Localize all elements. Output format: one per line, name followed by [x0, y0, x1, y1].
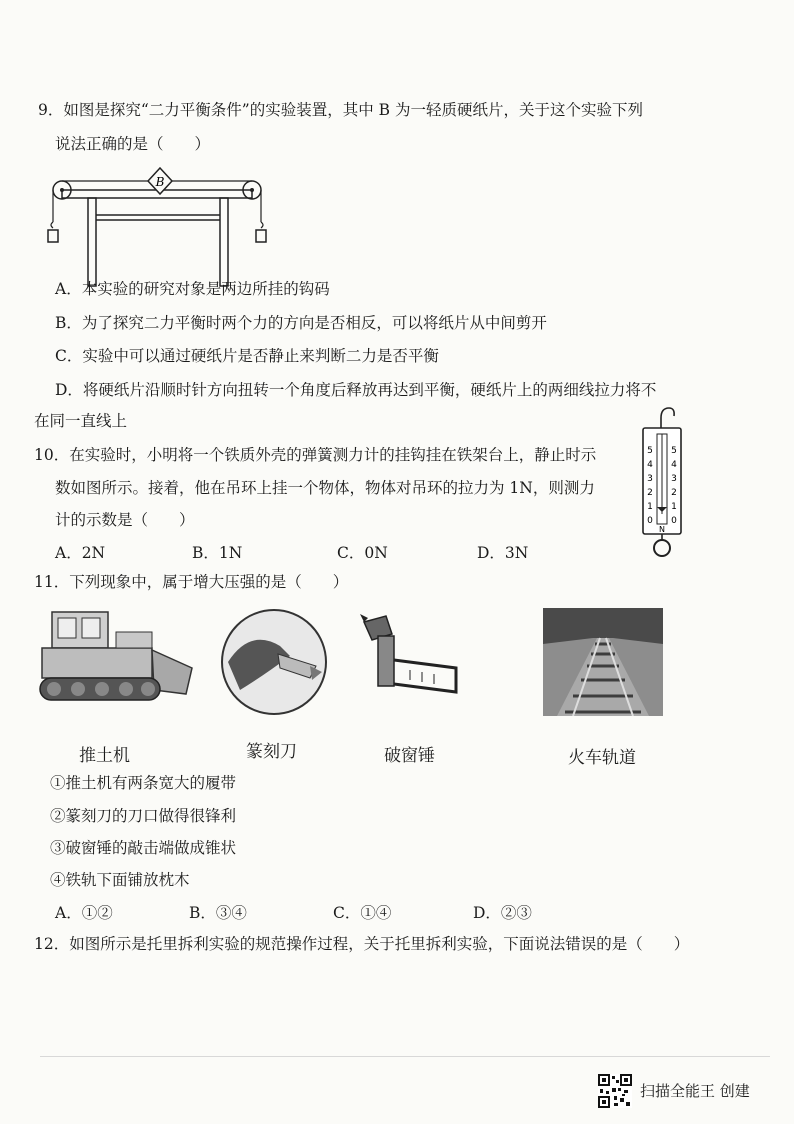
scale-right-0: 0 [671, 516, 677, 526]
q10-option-d: D．3N [477, 544, 529, 562]
q10-option-b: B．1N [192, 544, 243, 562]
q10-option-a: A．2N [55, 544, 106, 562]
q11-option-a: A．①② [55, 904, 113, 922]
scale-right-2: 2 [671, 488, 677, 498]
scale-right-5: 5 [671, 446, 677, 456]
scale-left-5: 5 [647, 446, 653, 456]
scanner-watermark: 扫描全能王 创建 [640, 1082, 750, 1100]
q9-stem-line2: 说法正确的是（ ） [55, 135, 211, 153]
q10-stem-line2: 数如图所示。接着，他在吊环上挂一个物体，物体对吊环的拉力为 1N，则测力 [55, 479, 595, 497]
q12-stem: 12．如图所示是托里拆利实验的规范操作过程，关于托里拆利实验，下面说法错误的是（ ） [34, 935, 690, 953]
carving-knife-image [220, 608, 328, 716]
caption-railway-track: 火车轨道 [568, 748, 636, 768]
scale-unit: N [659, 525, 665, 534]
bulldozer-image [36, 606, 196, 710]
railway-track-image [543, 608, 663, 716]
q9-stem-line1: 9．如图是探究“二力平衡条件”的实验装置，其中 B 为一轻质硬纸片，关于这个实验下列 [38, 101, 643, 119]
scale-right-1: 1 [671, 502, 677, 512]
q9-card-label: B [155, 175, 165, 189]
spring-scale-figure [635, 404, 695, 562]
scale-left-4: 4 [647, 460, 653, 470]
q9-option-d-continued: 在同一直线上 [34, 412, 128, 430]
q9-option-c: C．实验中可以通过硬纸片是否静止来判断二力是否平衡 [55, 347, 439, 365]
emergency-hammer-image [360, 612, 464, 696]
scale-right-4: 4 [671, 460, 677, 470]
scale-left-0: 0 [647, 516, 653, 526]
q11-statement-3: ③破窗锤的敲击端做成锥状 [50, 839, 237, 857]
q9-option-a: A．本实验的研究对象是两边所挂的钩码 [55, 280, 330, 298]
caption-carving-knife: 篆刻刀 [246, 742, 297, 762]
q11-statement-2: ②篆刻刀的刀口做得很锋利 [50, 807, 237, 825]
q9-option-d: D．将硬纸片沿顺时针方向扭转一个角度后释放再达到平衡，硬纸片上的两细线拉力将不 [55, 381, 657, 399]
footer-divider [40, 1056, 770, 1057]
q11-option-c: C．①④ [333, 904, 392, 922]
scale-left-2: 2 [647, 488, 653, 498]
scale-left-3: 3 [647, 474, 653, 484]
q10-stem-line3: 计的示数是（ ） [55, 511, 195, 529]
q9-option-b: B．为了探究二力平衡时两个力的方向是否相反，可以将纸片从中间剪开 [55, 314, 547, 332]
q11-option-d: D．②③ [473, 904, 532, 922]
q9-apparatus-figure [40, 160, 280, 290]
q10-option-c: C．0N [337, 544, 388, 562]
q10-stem-line1: 10．在实验时，小明将一个铁质外壳的弹簧测力计的挂钩挂在铁架台上，静止时示 [34, 446, 597, 464]
scale-left-1: 1 [647, 502, 653, 512]
q11-stem: 11．下列现象中，属于增大压强的是（ ） [34, 573, 349, 591]
q11-statement-1: ①推土机有两条宽大的履带 [50, 774, 237, 792]
caption-bulldozer: 推土机 [79, 746, 130, 766]
q11-option-b: B．③④ [189, 904, 247, 922]
caption-emergency-hammer: 破窗锤 [384, 746, 435, 766]
qr-code-icon [598, 1074, 632, 1108]
q11-statement-4: ④铁轨下面铺放枕木 [50, 871, 190, 889]
scale-right-3: 3 [671, 474, 677, 484]
